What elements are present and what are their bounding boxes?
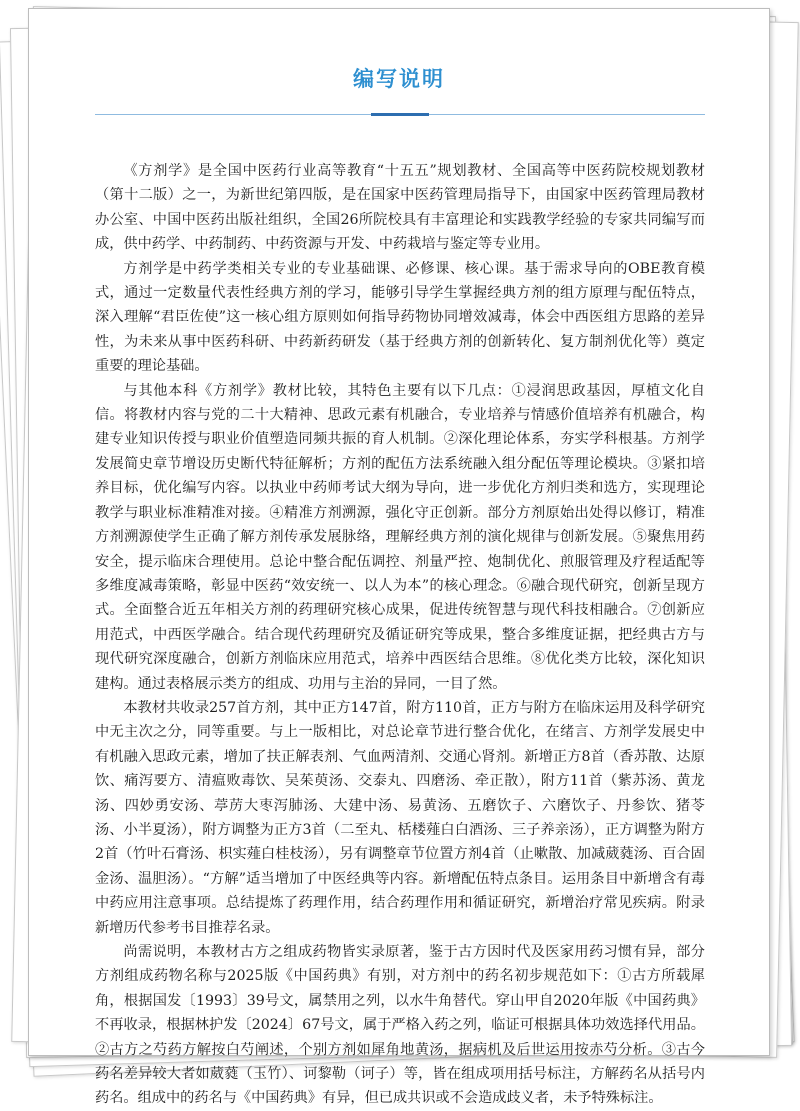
body-text — [95, 159, 705, 1111]
paragraph-features: 与其他本科《方剂学》教材比较，其特色主要有以下几点：①浸润思政基因，厚植文化自信。将教材内容与党的二十大精神、思政元素有机融合，专业培养与情感价值培养有机融合，构建专业知识传授与职业价值塑造同频共振的育人机制。②深化理论体系，夯实学科根基。方剂学发展简史章节增设历史断代特征解析；方剂的配伍方法系统融入组分配伍等理论模块。③紧扣培养目标，优化编写内容。以执业中药师考试大纲为导向，进一步优化方剂归类和选方，实现理论教学与职业标准精准对接。④精准方剂溯源，强化守正创新。部分方剂原始出处得以修订，精准方剂溯源使学生正确了解方剂传承发展脉络，理解经典方剂的演化规律与创新发展。⑤聚焦用药安全，提示临床合理使用。总论中整合配伍调控、剂量严控、炮制优化、煎服管理及疗程适配等多维度减毒策略，彰显中医药“效安统一、以人为本”的核心理念。⑥融合现代研究，创新呈现方式。全面整合近五年相关方剂的药理研究核心成果，促进传统智慧与现代科技相融合。⑦创新应用范式，中西医学融合。结合现代药理研究及循证研究等成果，整合多维度证据，把经典古方与现代研究深度融合，创新方剂临床应用范式，培养中西医结合思维。⑧优化类方比较，深化知识建构。通过表格展示类方的组成、功用与主治的异同，一目了然。 — [95, 382, 705, 692]
paragraph-course: 方剂学是中药学类相关专业的专业基础课、必修课、核心课。基于需求导向的OBE教育模式，通过一定数量代表性经典方剂的学习，能够引导学生掌握经典方剂的组方原理与配伍特点，深入理解“君臣佐使”这一核心组方原则如何指导药物协同增效减毒，体会中西医组方思路的差异性，为未来从事中医药科研、中药新药研发（基于经典方剂的创新转化、复方制剂优化等）奠定重要的理论基础。 — [95, 260, 705, 375]
page-title: 编写说明 — [353, 67, 445, 91]
paragraph-contents: 本教材共收录257首方剂，其中正方147首，附方110首，正方与附方在临床运用及科学研究中无主次之分，同等重要。与上一版相比，对总论章节进行整合优化，在绪言、方剂学发展史中有机融入思政元素，增加了扶正解表剂、气血两清剂、交通心肾剂。新增正方8首（香苏散、达原饮、痛泻要方、清瘟败毒饮、吴茱萸汤、交泰丸、四磨汤、牵正散），附方11首（紫苏汤、黄龙汤、四妙勇安汤、葶苈大枣泻肺汤、大建中汤、易黄汤、五磨饮子、六磨饮子、丹参饮、猪苓汤、小半夏汤），附方调整为正方3首（二至丸、栝楼薤白白酒汤、三子养亲汤），正方调整为附方2首（竹叶石膏汤、枳实薤白桂枝汤），另有调整章节位置方剂4首（止嗽散、加减葳蕤汤、百合固金汤、温胆汤）。“方解”适当增加了中医经典等内容。新增配伍特点条目。运用条目中新增含有毒中药应用注意事项。总结提炼了药理作用，结合药理作用和循证研究，新增治疗常见疾病。附录新增历代参考书目推荐名录。 — [95, 699, 705, 936]
paragraph-intro: 《方剂学》是全国中医药行业高等教育“十五五”规划教材、全国高等中医药院校规划教材（第十二版）之一，为新世纪第四版，是在国家中医药管理局指导下，由国家中医药管理局教材办公室、中国中医药出版社组织，全国26所院校具有丰富理论和实践教学经验的专家共同编写而成，供中药学、中药制药、中药资源与开发、中药栽培与鉴定等专业用。 — [95, 163, 705, 253]
title-divider-accent — [371, 113, 429, 116]
paragraph-notes: 尚需说明，本教材古方之组成药物皆实录原著，鉴于古方因时代及医家用药习惯有异，部分方剂组成药物名称与2025版《中国药典》有别，对方剂中的药名初步规范如下：①古方所载犀角，根据国发〔1993〕39号文，属禁用之列，以水牛角替代。穿山甲自2020年版《中国药典》不再收录，根据林护发〔2024〕67号文，属于严格入药之列，临证可根据具体功效选择代用品。②古方之芍药方解按白芍阐述，个别方剂如犀角地黄汤，据病机及后世运用按赤芍分析。③古今药名差异较大者如葳蕤（玉竹）、诃黎勒（诃子）等，皆在组成项用括号标注，方解药名从括号内药名。组成中的药名与《中国药典》有异，但已成共识或不会造成歧义者，未予特殊标注。 — [95, 944, 705, 1107]
document-page — [28, 8, 770, 1107]
